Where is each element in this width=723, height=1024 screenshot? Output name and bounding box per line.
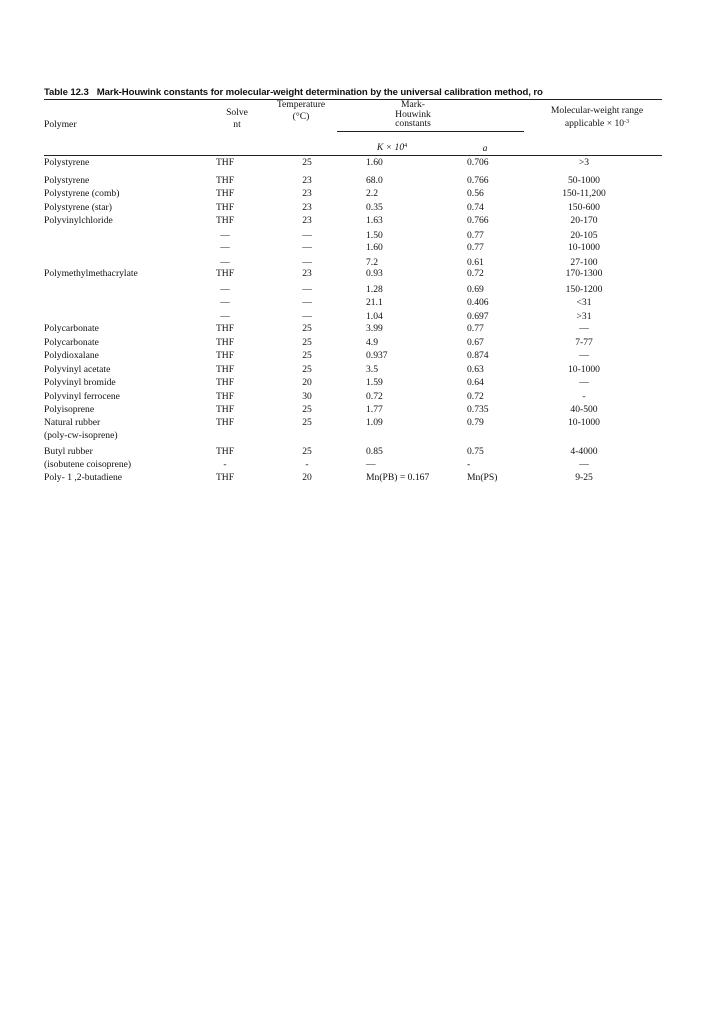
cell-k: 1.63 [366,215,383,226]
cell-temperature: 30 [302,391,312,402]
cell-a: 0.74 [467,202,484,213]
cell-k: 3.99 [366,323,383,334]
cell-a: 0.61 [467,257,484,268]
cell-k: 68.0 [366,175,383,186]
cell-temperature: 20 [302,472,312,483]
header-mh-line1: Mark- [401,99,425,110]
cell-temperature: 25 [302,364,312,375]
cell-temperature: 20 [302,377,312,388]
top-rule [44,99,662,100]
cell-solvent: THF [215,215,235,226]
cell-a: 0.72 [467,268,484,279]
cell-polymer: Polystyrene [44,157,90,168]
header-mw-line1: Molecular-weight range [550,105,644,116]
cell-polymer: (isobutene coisoprene) [44,459,132,470]
cell-solvent: THF [215,472,235,483]
cell-temperature: 23 [302,188,312,199]
cell-polymer: Polycarbonate [44,323,99,334]
cell-polymer: Polydioxalane [44,350,99,361]
cell-a: 0.79 [467,417,484,428]
cell-k: 4.9 [366,337,378,348]
cell-polymer: Poly- 1 ,2-butadiene [44,472,123,483]
cell-mw-range: 4-4000 [570,446,598,457]
cell-temperature: 25 [302,157,312,168]
header-mh-line3: constants [395,118,431,130]
cell-a: 0.874 [467,350,489,361]
cell-mw-range: 150-1200 [565,284,603,295]
cell-k: 1.60 [366,157,383,168]
header-solvent-line1: Solve [226,107,248,118]
cell-solvent: THF [215,157,235,168]
cell-solvent: — [220,284,230,295]
cell-solvent: THF [215,446,235,457]
cell-k: 0.35 [366,202,383,213]
cell-solvent: THF [215,175,235,186]
cell-temperature: — [302,257,312,268]
cell-solvent: THF [215,417,235,428]
cell-mw-range: 10-1000 [568,364,600,375]
header-temperature-line1: Temperature [276,99,326,110]
header-mh-line2: Houwink [395,108,431,120]
cell-mw-range: <31 [576,297,592,308]
cell-solvent: THF [215,391,235,402]
cell-polymer: Polyvinyl bromide [44,377,116,388]
header-mw-line2 [538,119,656,129]
cell-temperature: 23 [302,202,312,213]
cell-mw-range: >31 [576,311,592,322]
header-k-exp: 4 [404,143,408,149]
header-k [362,143,422,153]
cell-solvent: THF [215,268,235,279]
cell-k: 1.28 [366,284,383,295]
cell-temperature: 25 [302,350,312,361]
cell-a: - [467,459,471,470]
cell-polymer: Polystyrene (star) [44,202,112,213]
cell-temperature: 23 [302,268,312,279]
table-caption [44,87,684,98]
cell-solvent: THF [215,188,235,199]
cell-k: 1.50 [366,230,383,241]
cell-mw-range: 170-1300 [565,268,603,279]
cell-a: 0.63 [467,364,484,375]
cell-k: 1.59 [366,377,383,388]
cell-temperature: 25 [302,417,312,428]
cell-temperature: 25 [302,323,312,334]
header-temperature-line2: (°C) [292,110,310,122]
cell-k: 21.1 [366,297,383,308]
cell-temperature: - [305,459,309,470]
cell-a: 0.406 [467,297,489,308]
cell-solvent: THF [215,377,235,388]
header-temperature [258,100,344,121]
cell-mw-range: 20-170 [570,215,598,226]
table-number: Table 12.3 [44,87,89,98]
cell-k: 7.2 [366,257,378,268]
cell-a: 0.77 [467,242,484,253]
header-solvent [212,108,262,129]
cell-k: 1.60 [366,242,383,253]
cell-mw-range: 150-11,200 [562,188,606,199]
header-molecular-weight [538,106,656,128]
cell-polymer: Polyvinyl ferrocene [44,391,120,402]
cell-k: 1.77 [366,404,383,415]
cell-mw-range: >3 [578,157,590,168]
cell-k: — [366,459,376,470]
header-k-label: K × 10 [376,142,405,153]
cell-a: 0.766 [467,215,489,226]
cell-mw-range: 20-105 [570,230,598,241]
cell-solvent: — [220,257,230,268]
cell-solvent: - [223,459,227,470]
cell-solvent: THF [215,364,235,375]
header-mark-houwink [378,100,448,129]
cell-solvent: — [220,297,230,308]
cell-mw-range: 10-1000 [568,417,600,428]
cell-a: 0.67 [467,337,484,348]
mh-underline [337,131,524,132]
cell-mw-range: 40-500 [570,404,598,415]
cell-polymer: (poly-cw-isoprene) [44,430,118,441]
cell-temperature: — [302,311,312,322]
cell-k: 1.09 [366,417,383,428]
cell-a: 0.706 [467,157,489,168]
cell-a: 0.766 [467,175,489,186]
cell-k: 0.72 [366,391,383,402]
cell-polymer: Polystyrene [44,175,90,186]
cell-a: 0.697 [467,311,489,322]
cell-k: 1.04 [366,311,383,322]
cell-polymer: Polyisoprene [44,404,95,415]
cell-mw-range: 150-600 [568,202,600,213]
cell-mw-range: — [579,323,589,334]
cell-k: Mn(PB) = 0.167 [366,472,430,483]
cell-temperature: 25 [302,337,312,348]
cell-a: 0.735 [467,404,489,415]
cell-a: 0.69 [467,284,484,295]
cell-solvent: THF [215,337,235,348]
cell-temperature: 25 [302,404,312,415]
cell-solvent: THF [215,404,235,415]
cell-polymer: Polymethylmethacrylate [44,268,138,279]
cell-solvent: THF [215,202,235,213]
cell-temperature: 23 [302,175,312,186]
cell-polymer: Polycarbonate [44,337,99,348]
cell-mw-range: 7-77 [575,337,593,348]
cell-k: 0.93 [366,268,383,279]
cell-temperature: 25 [302,446,312,457]
cell-temperature: — [302,297,312,308]
cell-solvent: THF [215,323,235,334]
cell-mw-range: 27-100 [570,257,598,268]
cell-temperature: — [302,284,312,295]
cell-k: 2.2 [366,188,378,199]
cell-a: 0.56 [467,188,484,199]
cell-temperature: — [302,242,312,253]
cell-solvent: — [220,242,230,253]
cell-polymer: Polyvinyl acetate [44,364,111,375]
cell-mw-range: 10-1000 [568,242,600,253]
cell-polymer: Butyl rubber [44,446,93,457]
cell-k: 3.5 [366,364,378,375]
cell-temperature: — [302,230,312,241]
header-mw-line2-text: applicable × 10 [564,117,625,129]
cell-a: 0.77 [467,230,484,241]
cell-mw-range: — [579,350,589,361]
cell-mw-range: — [579,459,589,470]
header-solvent-line2: nt [233,118,241,130]
cell-k: 0.85 [366,446,383,457]
cell-polymer: Natural rubber [44,417,101,428]
cell-temperature: 23 [302,215,312,226]
header-polymer: Polymer [44,119,77,130]
header-a: a [482,143,488,154]
cell-a: 0.64 [467,377,484,388]
cell-mw-range: - [582,391,586,402]
cell-solvent: — [220,230,230,241]
cell-mw-range: — [579,377,589,388]
table-title: Mark-Houwink constants for molecular-weight determination by the universal calibration method, ro [96,87,543,98]
cell-solvent: THF [215,350,235,361]
cell-polymer: Polystyrene (comb) [44,188,120,199]
header-mw-exp: -3 [624,118,630,125]
cell-a: 0.75 [467,446,484,457]
header-rule [44,155,662,156]
cell-a: 0.72 [467,391,484,402]
cell-polymer: Polyvinylchloride [44,215,113,226]
cell-a: 0.77 [467,323,484,334]
cell-mw-range: 50-1000 [568,175,600,186]
cell-mw-range: 9-25 [575,472,593,483]
cell-solvent: — [220,311,230,322]
cell-a: Mn(PS) [467,472,498,483]
cell-k: 0.937 [366,350,388,361]
